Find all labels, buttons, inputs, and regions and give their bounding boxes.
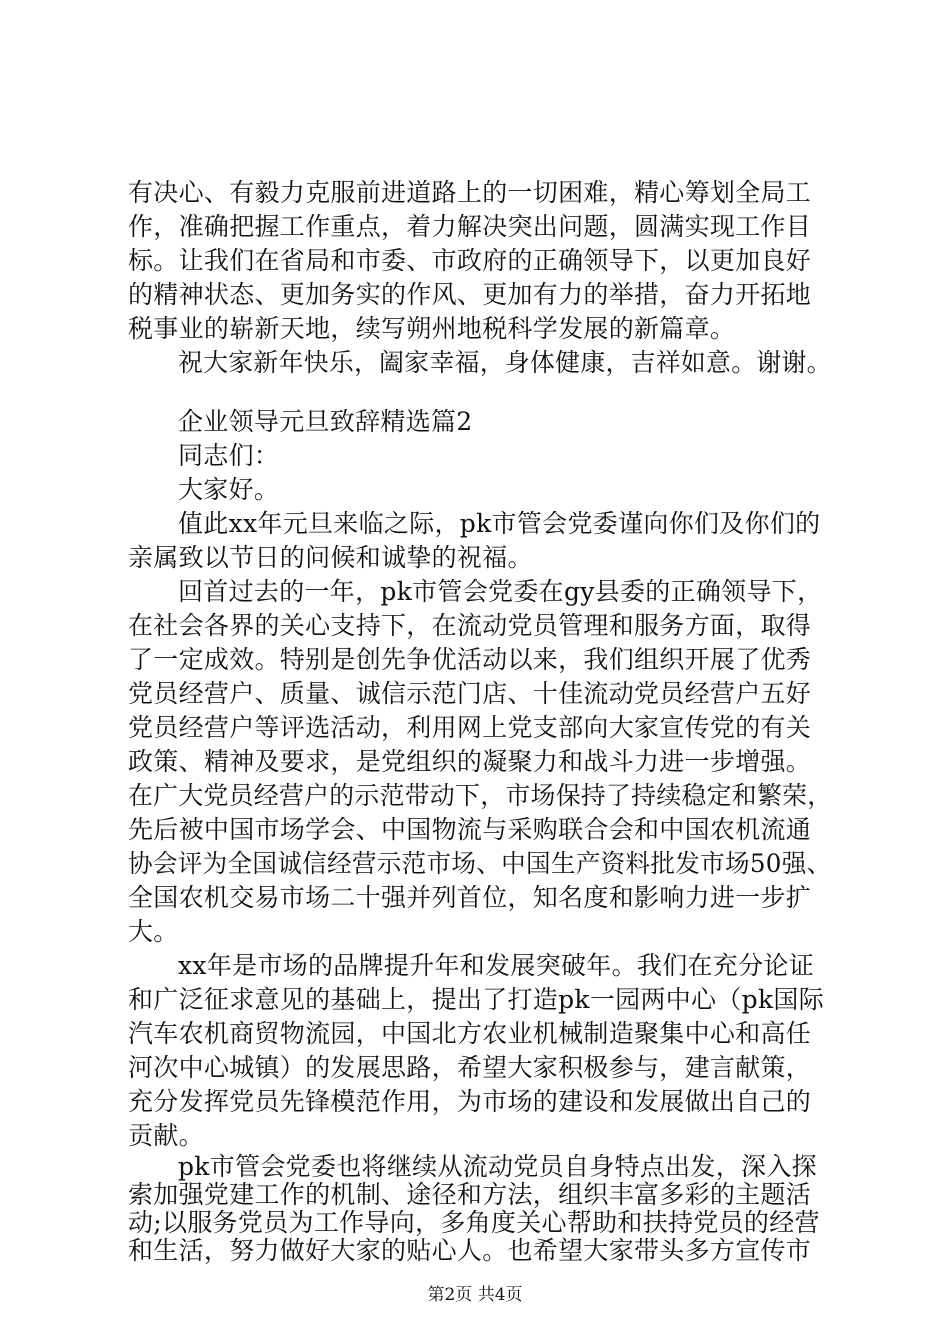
salutation: 同志们： xyxy=(178,441,280,470)
paragraph-line: 祝大家新年快乐，阖家幸福，身体健康，吉祥如意。谢谢。 xyxy=(178,348,832,377)
paragraph-line: 汽车农机商贸物流园，中国北方农业机械制造聚集中心和高任 xyxy=(128,1019,812,1048)
paragraph-line: 和广泛征求意见的基础上，提出了打造pk一园两中心（pk国际 xyxy=(128,985,825,1014)
paragraph-line: 和生活，努力做好大家的贴心人。也希望大家带头多方宣传市 xyxy=(128,1236,812,1265)
paragraph-line: 河次中心城镇）的发展思路，希望大家积极参与，建言献策， xyxy=(128,1053,812,1082)
paragraph-line: 政策、精神及要求，是党组织的凝聚力和战斗力进一步增强。 xyxy=(128,747,812,776)
paragraph-line: xx年是市场的品牌提升年和发展突破年。我们在充分论证 xyxy=(178,951,815,980)
paragraph-line: 协会评为全国诚信经营示范市场、中国生产资料批发市场50强、 xyxy=(128,849,832,878)
page-number-footer: 第2页 共4页 xyxy=(427,1285,523,1305)
paragraph-line: 充分发挥党员先锋模范作用，为市场的建设和发展做出自己的 xyxy=(128,1087,812,1116)
greeting: 大家好。 xyxy=(178,475,280,504)
paragraph-line: 在社会各界的关心支持下，在流动党员管理和服务方面，取得 xyxy=(128,611,812,640)
paragraph-line: 先后被中国市场学会、中国物流与采购联合会和中国农机流通 xyxy=(128,815,812,844)
paragraph-line: 值此xx年元旦来临之际，pk市管会党委谨向你们及你们的 xyxy=(178,509,821,538)
paragraph-line: 回首过去的一年，pk市管会党委在gy县委的正确领导下， xyxy=(178,577,823,606)
paragraph-line: 大。 xyxy=(128,917,179,946)
paragraph-line: 的精神状态、更加务实的作风、更加有力的举措，奋力开拓地 xyxy=(128,280,812,309)
paragraph-line: 索加强党建工作的机制、途径和方法，组织丰富多彩的主题活 xyxy=(128,1180,812,1209)
paragraph-line: 动;以服务党员为工作导向，多角度关心帮助和扶持党员的经营 xyxy=(128,1208,820,1237)
paragraph-line: 亲属致以节日的问候和诚挚的祝福。 xyxy=(128,543,533,572)
paragraph-line: 了一定成效。特别是创先争优活动以来，我们组织开展了优秀 xyxy=(128,645,812,674)
paragraph-line: 在广大党员经营户的示范带动下，市场保持了持续稳定和繁荣， xyxy=(128,781,833,810)
paragraph-line: 党员经营户、质量、诚信示范门店、十佳流动党员经营户五好 xyxy=(128,679,812,708)
paragraph-line: 贡献。 xyxy=(128,1121,204,1150)
paragraph-line: 税事业的崭新天地，续写朔州地税科学发展的新篇章。 xyxy=(128,314,736,343)
paragraph-line: 党员经营户等评选活动，利用网上党支部向大家宣传党的有关 xyxy=(128,713,812,742)
section-heading: 企业领导元旦致辞精选篇2 xyxy=(178,407,473,436)
paragraph-line: 全国农机交易市场二十强并列首位，知名度和影响力进一步扩 xyxy=(128,883,812,912)
paragraph-line: 有决心、有毅力克服前进道路上的一切困难，精心筹划全局工 xyxy=(128,178,812,207)
paragraph-line: 作，准确把握工作重点，着力解决突出问题，圆满实现工作目 xyxy=(128,212,812,241)
paragraph-line: pk市管会党委也将继续从流动党员自身特点出发，深入探 xyxy=(178,1152,817,1181)
paragraph-line: 标。让我们在省局和市委、市政府的正确领导下，以更加良好 xyxy=(128,246,812,275)
